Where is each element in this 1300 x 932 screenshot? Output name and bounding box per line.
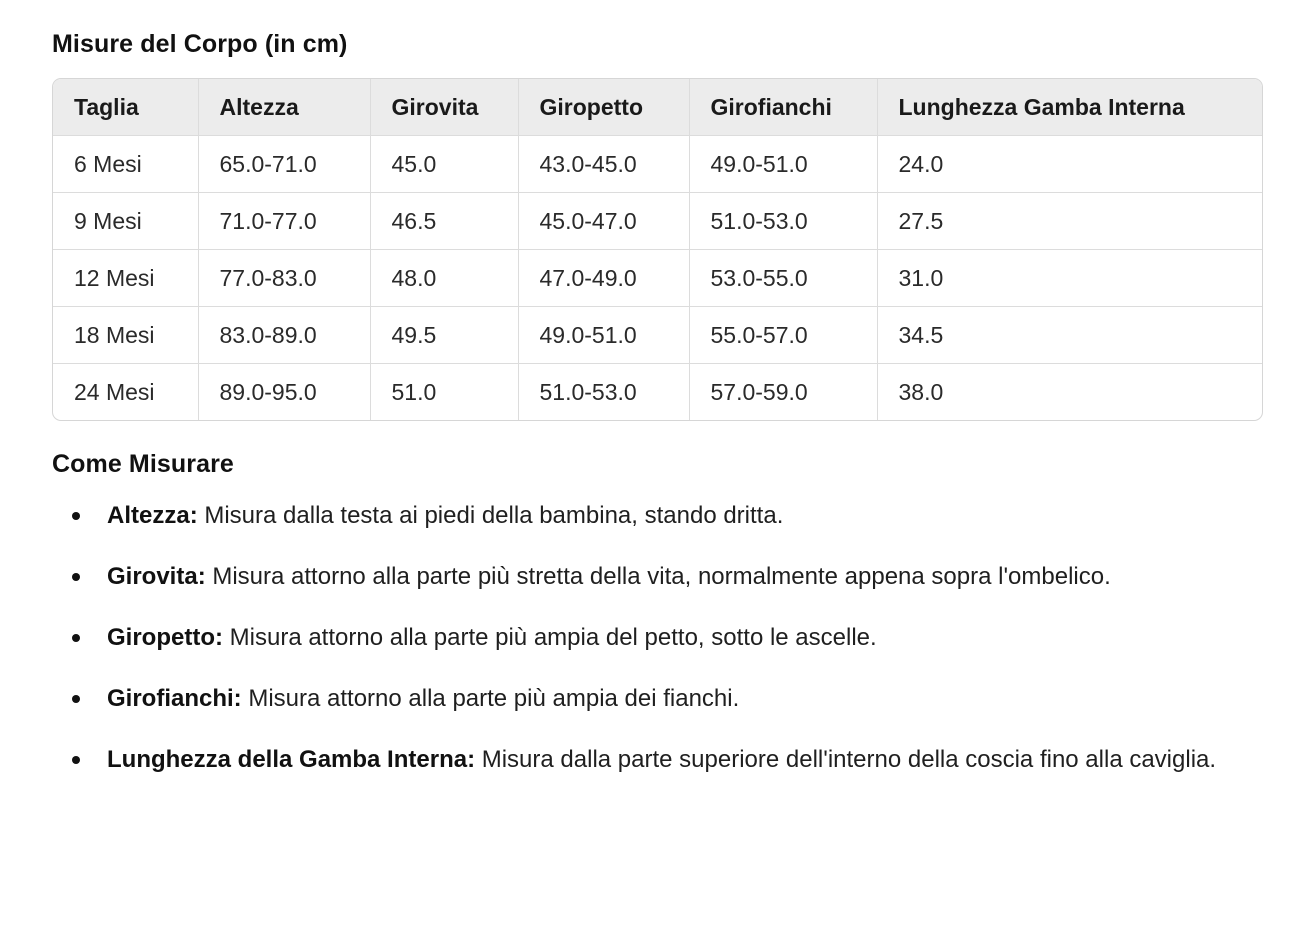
item-term: Girovita: <box>107 563 206 590</box>
header-altezza: Altezza <box>198 79 370 136</box>
table-cell: 49.0-51.0 <box>689 136 877 193</box>
item-text: Misura dalla testa ai piedi della bambina, stando dritta. <box>204 502 784 529</box>
table-row <box>53 307 1262 364</box>
table-cell: 49.0-51.0 <box>518 307 689 364</box>
list-item <box>52 675 1264 722</box>
table-cell: 71.0-77.0 <box>198 193 370 250</box>
size-table <box>53 79 1262 420</box>
table-cell: 43.0-45.0 <box>518 136 689 193</box>
table-row <box>53 250 1262 307</box>
table-cell: 9 Mesi <box>53 193 198 250</box>
bullet-icon <box>72 634 80 642</box>
list-item <box>52 553 1264 600</box>
table-cell: 27.5 <box>877 193 1262 250</box>
item-term: Giropetto: <box>107 624 223 651</box>
howto-title: Come Misurare <box>52 450 234 478</box>
howto-list <box>52 492 1264 797</box>
item-text: Misura dalla parte superiore dell'interno della coscia fino alla caviglia. <box>481 746 1217 773</box>
table-cell: 83.0-89.0 <box>198 307 370 364</box>
item-term: Lunghezza della Gamba Interna: <box>107 746 476 773</box>
table-cell: 47.0-49.0 <box>518 250 689 307</box>
header-lunghezza-gamba: Lunghezza Gamba Interna <box>877 79 1262 136</box>
table-cell: 89.0-95.0 <box>198 364 370 421</box>
table-cell: 57.0-59.0 <box>689 364 877 421</box>
bullet-icon <box>72 756 80 764</box>
header-girovita: Girovita <box>370 79 518 136</box>
table-cell: 51.0-53.0 <box>518 364 689 421</box>
table-cell: 6 Mesi <box>53 136 198 193</box>
table-cell: 51.0-53.0 <box>689 193 877 250</box>
list-item <box>52 614 1264 661</box>
header-giropetto: Giropetto <box>518 79 689 136</box>
table-title: Misure del Corpo (in cm) <box>52 30 348 58</box>
table-cell: 31.0 <box>877 250 1262 307</box>
table-cell: 18 Mesi <box>53 307 198 364</box>
table-cell: 46.5 <box>370 193 518 250</box>
item-text: Misura attorno alla parte più stretta della vita, normalmente appena sopra l'ombelico. <box>212 563 1111 590</box>
item-text: Misura attorno alla parte più ampia del petto, sotto le ascelle. <box>229 624 877 651</box>
table-cell: 24.0 <box>877 136 1262 193</box>
table-cell: 53.0-55.0 <box>689 250 877 307</box>
header-girofianchi: Girofianchi <box>689 79 877 136</box>
item-term: Altezza: <box>107 502 198 529</box>
item-text: Misura attorno alla parte più ampia dei fianchi. <box>248 685 740 712</box>
table-header-row <box>53 79 1262 136</box>
header-taglia: Taglia <box>53 79 198 136</box>
table-cell: 77.0-83.0 <box>198 250 370 307</box>
bullet-icon <box>72 512 80 520</box>
table-cell: 34.5 <box>877 307 1262 364</box>
table-cell: 45.0-47.0 <box>518 193 689 250</box>
table-cell: 48.0 <box>370 250 518 307</box>
list-item <box>52 736 1264 783</box>
table-cell: 24 Mesi <box>53 364 198 421</box>
table-cell: 12 Mesi <box>53 250 198 307</box>
table-cell: 45.0 <box>370 136 518 193</box>
bullet-icon <box>72 573 80 581</box>
table-cell: 55.0-57.0 <box>689 307 877 364</box>
list-item <box>52 492 1264 539</box>
table-row <box>53 193 1262 250</box>
table-row <box>53 364 1262 421</box>
size-table-container <box>52 78 1263 421</box>
table-cell: 38.0 <box>898 378 944 405</box>
item-term: Girofianchi: <box>107 685 242 712</box>
bullet-icon <box>72 695 80 703</box>
table-row <box>53 136 1262 193</box>
table-cell: 65.0-71.0 <box>198 136 370 193</box>
table-cell: 51.0 <box>370 364 518 421</box>
table-cell: 49.5 <box>370 307 518 364</box>
